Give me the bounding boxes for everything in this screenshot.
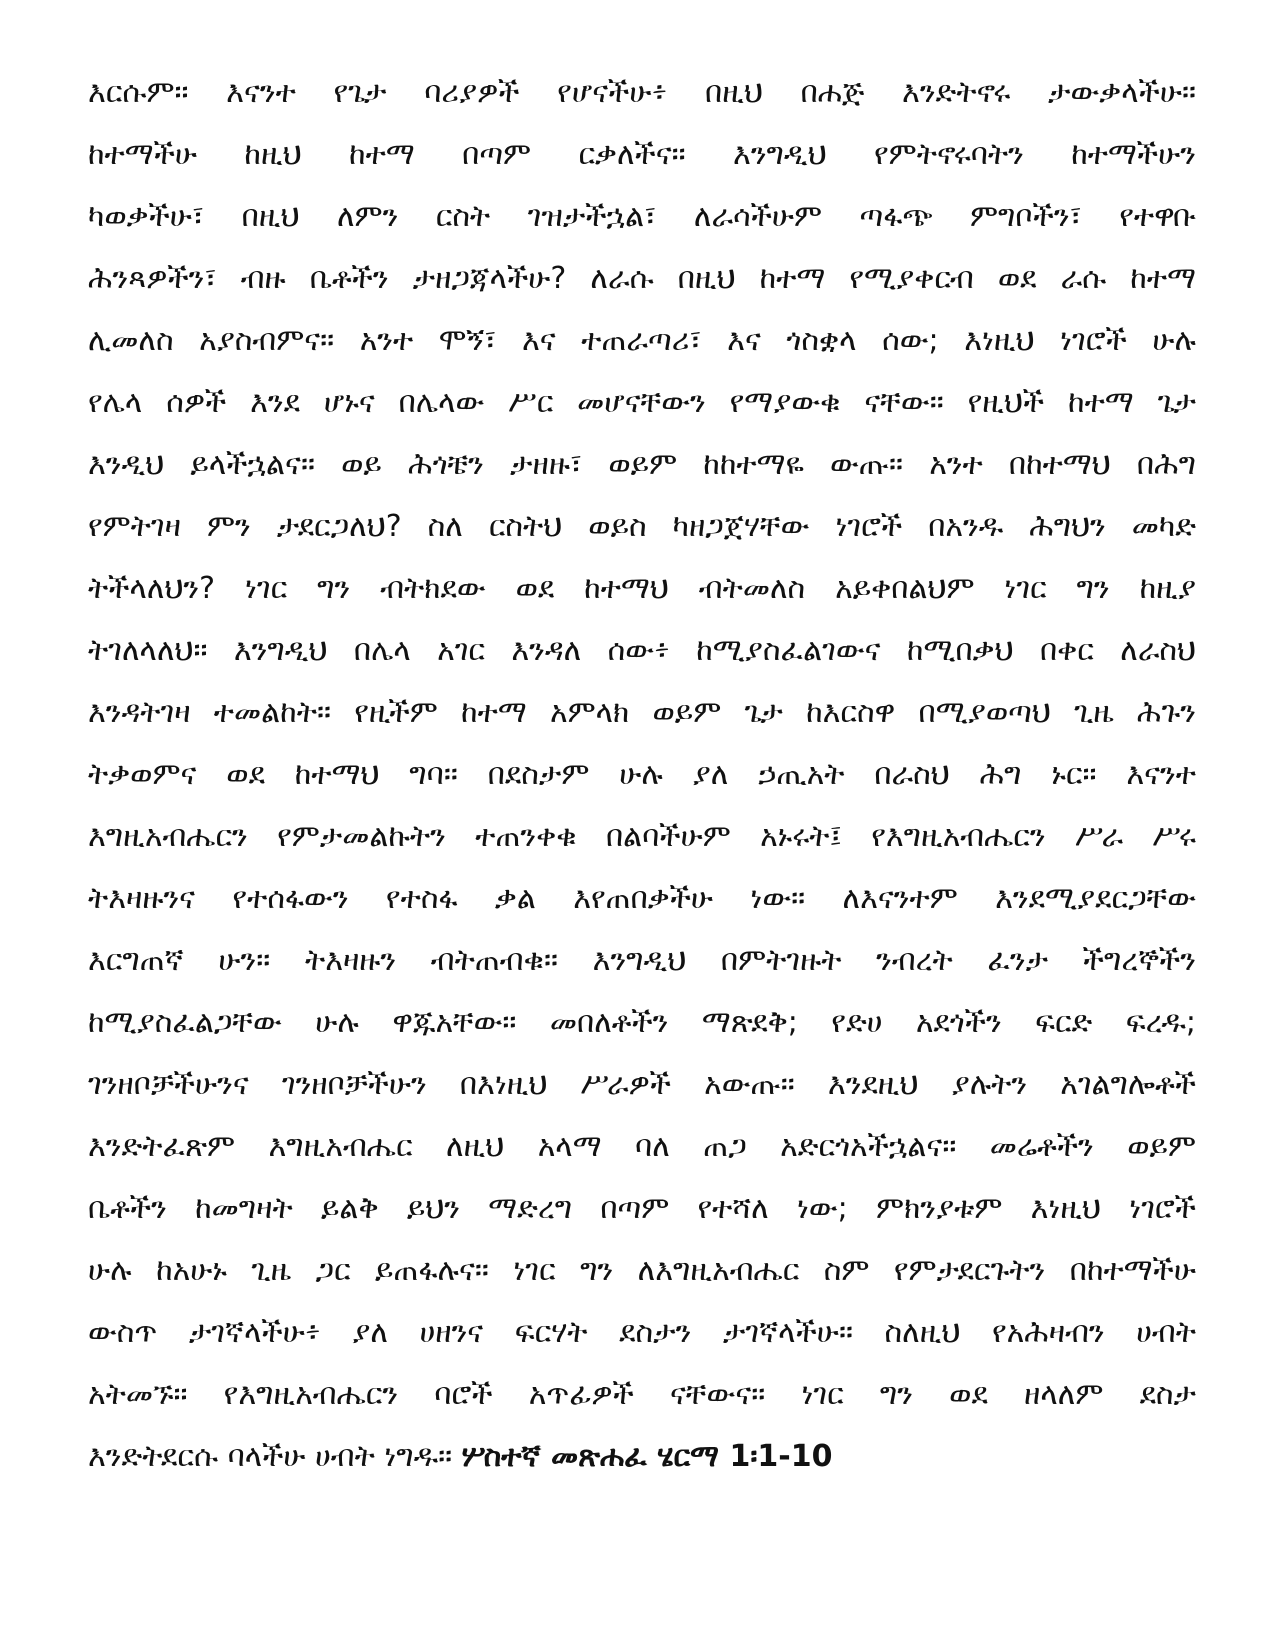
document-page <box>88 62 1196 1488</box>
text-line: እንድትፈጽም እግዚአብሔር ለዚህ አላማ ባለ ጠጋ አድርጎአችኋልና። መሬቶችን ወይም <box>88 1129 1196 1164</box>
text-line: ውስጥ ታገኛላችሁ፥ ያለ ሀዘንና ፍርሃት ደስታን ታገኛላችሁ። ስለዚህ የአሕዛብን ሀብት <box>88 1315 1196 1350</box>
text-line: ከሚያስፈልጋቸው ሁሉ ዋጁአቸው። መበለቶችን ማጽደቅ; የድሀ አደጎችን ፍርድ ፍረዱ; <box>88 1005 1196 1040</box>
citation: ሦስተኛ መጽሐፈ ሄርማ 1፡1-10 <box>461 1439 833 1474</box>
last-line-text: እንድትደርሱ ባላችሁ ሀብት ነግዱ። <box>88 1439 453 1474</box>
text-line: ትችላለህን? ነገር ግን ብትክደው ወደ ከተማህ ብትመለስ አይቀበልህም ነገር ግን ከዚያ <box>88 571 1196 606</box>
text-line: ሕንጻዎችን፣ ብዙ ቤቶችን ታዘጋጃላችሁ? ለራሱ በዚህ ከተማ የሚያቀርብ ወደ ራሱ ከተማ <box>88 261 1196 296</box>
text-line: እርግጠኛ ሁን። ትእዛዙን ብትጠብቁ። እንግዲህ በምትገዙት ንብረት ፈንታ ችግረኞችን <box>88 943 1196 978</box>
text-line: ከተማችሁ ከዚህ ከተማ በጣም ርቃለችና። እንግዲህ የምትኖሩባትን ከተማችሁን <box>88 137 1196 172</box>
text-line: ሁሉ ከአሁኑ ጊዜ ጋር ይጠፋሉና። ነገር ግን ለእግዚአብሔር ስም የምታደርጉትን በከተማችሁ <box>88 1253 1196 1288</box>
text-line: ትገለላለህ። እንግዲህ በሌላ አገር እንዳለ ሰው፥ ከሚያስፈልገውና ከሚበቃህ በቀር ለራስህ <box>88 633 1196 668</box>
text-line: ሊመለስ አያስብምና። አንተ ሞኝ፣ እና ተጠራጣሪ፣ እና ጎስቋላ ሰው; እነዚህ ነገሮች ሁሉ <box>88 323 1196 358</box>
text-line: እንዲህ ይላችኋልና። ወይ ሕጎቼን ታዘዙ፣ ወይም ከከተማዬ ውጡ። አንተ በከተማህ በሕግ <box>88 447 1196 482</box>
text-line: እርሱም። እናንተ የጌታ ባሪያዎች የሆናችሁ፥ በዚህ በሐጅ እንድትኖሩ ታውቃላችሁ። <box>88 75 1196 110</box>
text-line: ካወቃችሁ፣ በዚህ ለምን ርስት ገዝታችኋል፣ ለራሳችሁም ጣፋጭ ምግቦችን፣ የተዋቡ <box>88 199 1196 234</box>
last-text-line <box>88 1426 1196 1488</box>
text-line: የሌላ ሰዎች እንደ ሆኑና በሌላው ሥር መሆናቸውን የማያውቁ ናቸው። የዚህች ከተማ ጌታ <box>88 385 1196 420</box>
text-line: ትቃወምና ወደ ከተማህ ግባ። በደስታም ሁሉ ያለ ኃጢአት በራስህ ሕግ ኑር። እናንተ <box>88 757 1196 792</box>
text-line: እንዳትገዛ ተመልከት። የዚችም ከተማ አምላክ ወይም ጌታ ከእርስዋ በሚያወጣህ ጊዜ ሕጉን <box>88 695 1196 730</box>
text-line: ገንዘቦቻችሁንና ገንዘቦቻችሁን በእነዚህ ሥራዎች አውጡ። እንደዚህ ያሉትን አገልግሎቶች <box>88 1067 1196 1102</box>
text-line: ቤቶችን ከመግዛት ይልቅ ይህን ማድረግ በጣም የተሻለ ነው; ምክንያቱም እነዚህ ነገሮች <box>88 1191 1196 1226</box>
text-line: የምትገዛ ምን ታደርጋለህ? ስለ ርስትህ ወይስ ካዘጋጀሃቸው ነገሮች በአንዱ ሕግህን መካድ <box>88 509 1196 544</box>
text-line: እግዚአብሔርን የምታመልኩትን ተጠንቀቁ በልባችሁም አኑሩት፤ የእግዚአብሔርን ሥራ ሥሩ <box>88 819 1196 854</box>
text-line: አትመኙ። የእግዚአብሔርን ባሮች አጥፊዎች ናቸውና። ነገር ግን ወደ ዘላለም ደስታ <box>88 1377 1196 1412</box>
text-line: ትእዛዙንና የተሰፋውን የተስፋ ቃል እየጠበቃችሁ ነው። ለእናንተም እንደሚያደርጋቸው <box>88 881 1196 916</box>
